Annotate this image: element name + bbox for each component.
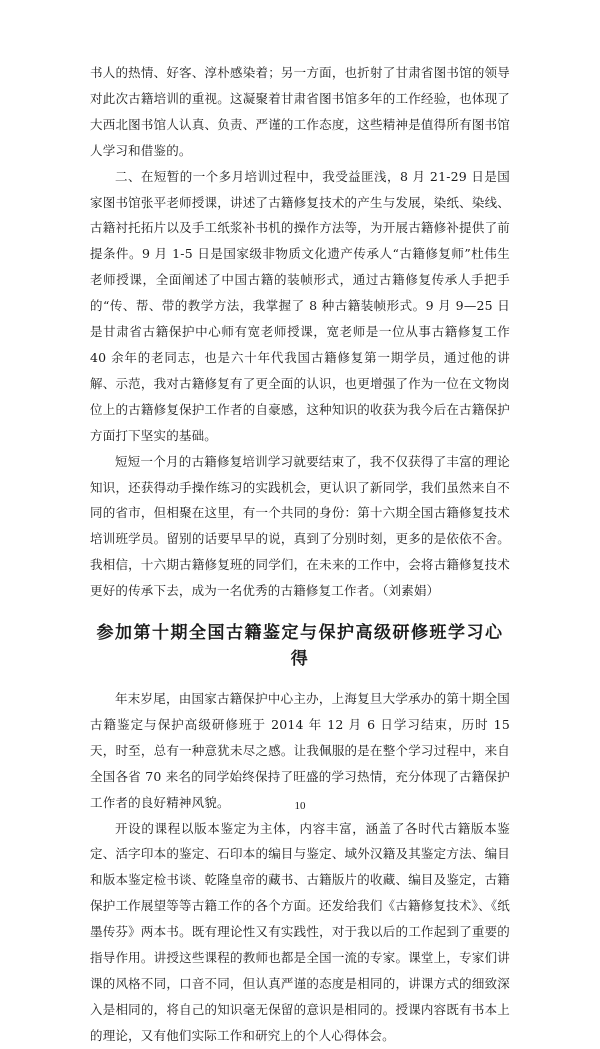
paragraph-training-content: 二、在短暂的一个多月培训过程中，我受益匪浅，8 月 21-29 日是国家图书馆张平老师授课，讲述了古籍修复技术的产生与发展，染纸、染线、古籍衬托拓片以及手工纸浆补书机的操作方法等，为开展古籍修补提供了前提条件。9 月 1-5 日是国家级非物质文化遗产传承人“古籍修复师”杜伟生老师授课，全面阐述了中国古籍的装帧形式，通过古籍修复传承人手把手的“传、帮、带的教学方法，我掌握了 8 种古籍装帧形式。9 月 9—25 日是甘肃省古籍保护中心师有宽老师授课，宽老师是一位从事古籍修复工作 40 余年的老同志，也是六十年代我国古籍修复第一期学员，通过他的讲解、示范，我对古籍修复有了更全面的认识，也更增强了作为一位在文物岗位上的古籍修复保护工作者的自豪感，这种知识的收获为我今后在古籍保护方面打下坚实的基础。 bbox=[90, 168, 510, 443]
paragraph-farewell: 短短一个月的古籍修复培训学习就要结束了，我不仅获得了丰富的理论知识，还获得动手操作练习的实践机会，更认识了新同学，我们虽然来自不同的省市，但相聚在这里，有一个共同的身份：第十六期全国古籍修复技术培训班学员。留别的话要早早的说，真到了分别时刻，更多的是依依不舍。我相信，十六期古籍修复班的同学们，在未来的工作中，会将古籍修复技术更好的传承下去，成为一名优秀的古籍修复工作者。（刘素娟） bbox=[90, 453, 510, 599]
paragraph-continued: 书人的热情、好客、淳朴感染着；另一方面，也折射了甘肃省图书馆的领导对此次古籍培训的重视。这凝聚着甘肃省图书馆多年的工作经验，也体现了大西北图书馆人认真、负责、严谨的工作态度，这些精神是值得所有图书馆人学习和借鉴的。 bbox=[90, 65, 510, 158]
paragraph-courses: 开设的课程以版本鉴定为主体，内容丰富，涵盖了各时代古籍版本鉴定、活字印本的鉴定、石印本的编目与鉴定、域外汉籍及其鉴定方法、编目和版本鉴定检书谈、乾隆皇帝的藏书、古籍版片的收藏、编目及鉴定，古籍保护工作展望等等古籍工作的各个方面。还发给我们《古籍修复技术》、《纸墨传芬》两本书。既有理论性又有实践性，对于我以后的工作起到了重要的指导作用。讲授这些课程的教师也都是全国一流的专家。课堂上，专家们讲课的风格不同，口音不同，但认真严谨的态度是相同的，讲课方式的细致深入是相同的，将自己的知识毫无保留的意识是相同的。授课内容既有书本上的理论，又有他们实际工作和研究上的个人心得体会。 bbox=[90, 820, 510, 1043]
page-number: 10 bbox=[294, 800, 306, 812]
paragraph-intro: 年末岁尾，由国家古籍保护中心主办，上海复旦大学承办的第十期全国古籍鉴定与保护高级研修班于 2014 年 12 月 6 日学习结束，历时 15 天，时至，总有一种意犹未尽之感。让我佩服的是在整个学习过程中，来自全国各省 70 来名的同学始终保持了旺盛的学习热情，充分体现了古籍保护工作者的良好精神风貌。 bbox=[90, 691, 510, 810]
page-body bbox=[90, 60, 510, 1049]
section-title: 参加第十期全国古籍鉴定与保护高级研修班学习心得 bbox=[96, 623, 504, 670]
